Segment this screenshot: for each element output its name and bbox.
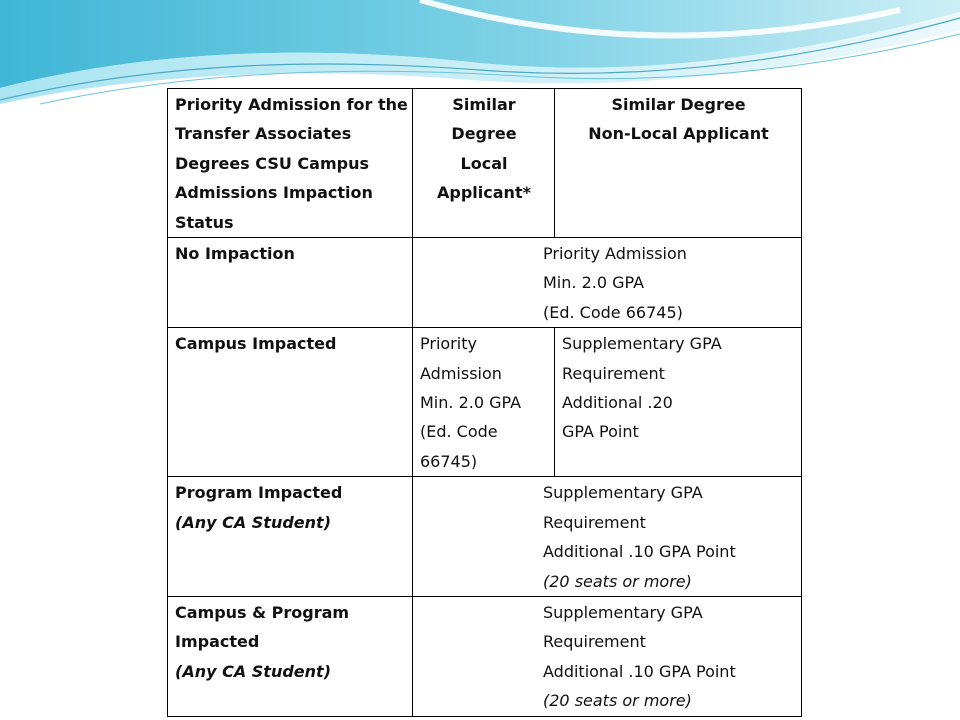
cell-note: (20 seats or more) xyxy=(543,571,692,591)
row-merged-cell xyxy=(413,477,802,597)
cell-text-line: Supplementary GPA xyxy=(543,602,703,622)
cell-text-line: Additional .10 GPA Point xyxy=(543,542,736,562)
row-local-cell xyxy=(413,328,555,477)
header-text-line: Transfer Associates xyxy=(175,124,352,144)
cell-text-line: Requirement xyxy=(562,363,665,383)
table-row-program-impacted xyxy=(168,477,802,597)
cell-text-line: Additional .10 GPA Point xyxy=(543,661,736,681)
table-header-row xyxy=(168,89,802,238)
cell-text-line: Min. 2.0 GPA xyxy=(543,273,645,293)
header-impaction-status xyxy=(168,89,413,238)
table-row-campus-program-impacted xyxy=(168,596,802,716)
header-text-line: Admissions Impaction xyxy=(175,183,373,203)
priority-admission-table xyxy=(167,88,802,717)
header-text-line: Similar xyxy=(452,95,516,114)
cell-text-line: Priority xyxy=(420,334,477,354)
row-merged-cell xyxy=(413,596,802,716)
header-text-line: Priority Admission for the xyxy=(175,95,408,114)
cell-text-line: Requirement xyxy=(543,512,646,532)
cell-text-line: Admission xyxy=(420,363,502,383)
cell-text-line: Priority Admission xyxy=(543,244,687,264)
row-label xyxy=(168,596,413,716)
cell-text-line: Additional .20 xyxy=(562,393,673,413)
cell-text-line: (Ed. Code 66745) xyxy=(543,302,683,322)
header-text-line: Applicant* xyxy=(437,183,531,203)
row-label-text: Campus & Program xyxy=(175,602,350,622)
header-text-line: Status xyxy=(175,212,234,232)
cell-text-line: 66745) xyxy=(420,451,478,471)
header-text-line: Degrees CSU Campus xyxy=(175,153,369,173)
header-text-line: Local xyxy=(460,153,508,173)
row-label-text: Program Impacted xyxy=(175,483,343,503)
row-label-text: No Impaction xyxy=(175,244,295,264)
cell-text-line: Supplementary GPA xyxy=(562,334,722,354)
header-text-line: Degree xyxy=(451,124,517,144)
row-label xyxy=(168,328,413,477)
row-nonlocal-cell xyxy=(555,328,802,477)
header-text-line: Non-Local Applicant xyxy=(588,124,769,144)
header-nonlocal-applicant xyxy=(555,89,802,238)
row-label xyxy=(168,477,413,597)
table-row-campus-impacted xyxy=(168,328,802,477)
row-label-text: Campus Impacted xyxy=(175,334,337,354)
cell-text-line: Requirement xyxy=(543,632,646,652)
header-text-line: Similar Degree xyxy=(611,95,746,114)
header-local-applicant xyxy=(413,89,555,238)
row-label-text: Impacted xyxy=(175,632,260,652)
cell-text-line: GPA Point xyxy=(562,422,639,442)
cell-text-line: Min. 2.0 GPA xyxy=(420,393,522,413)
row-label-note: (Any CA Student) xyxy=(175,661,331,681)
row-label xyxy=(168,238,413,328)
row-label-note: (Any CA Student) xyxy=(175,512,331,532)
row-merged-cell xyxy=(413,238,802,328)
cell-text-line: Supplementary GPA xyxy=(543,483,703,503)
cell-note: (20 seats or more) xyxy=(543,691,692,711)
table-row-no-impaction xyxy=(168,238,802,328)
cell-text-line: (Ed. Code xyxy=(420,422,498,442)
